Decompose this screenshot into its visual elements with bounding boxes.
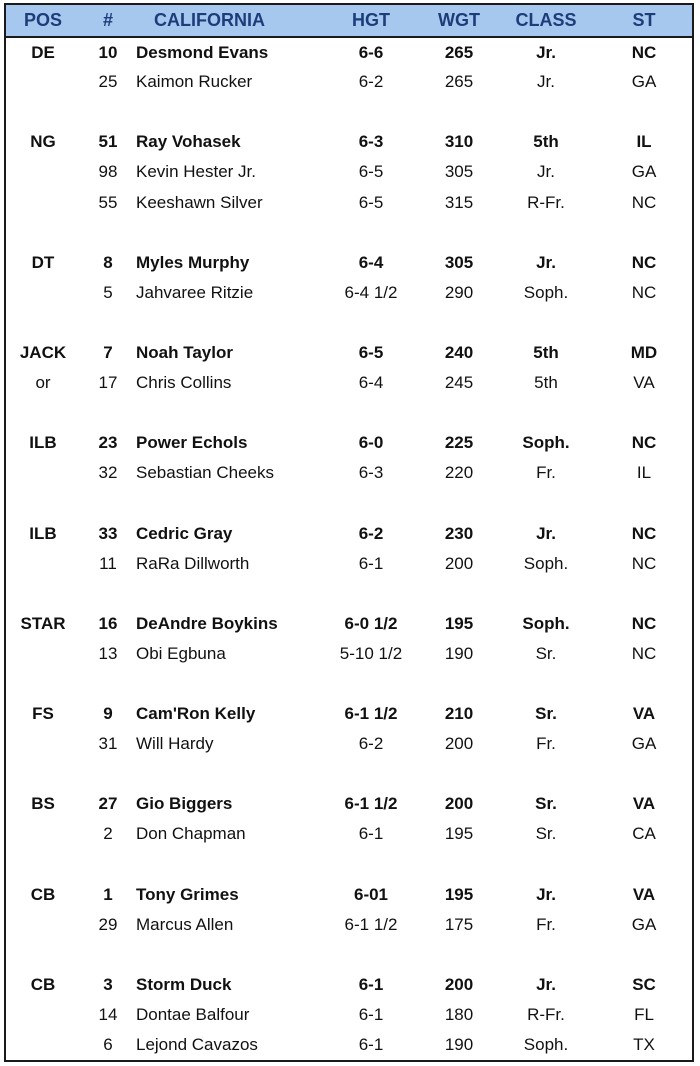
spacer-cell	[6, 850, 692, 880]
weight-cell: 305	[444, 162, 474, 182]
height-cell: 6-1	[358, 1035, 384, 1055]
number-cell: 2	[103, 824, 113, 844]
backup-row	[6, 910, 692, 940]
spacer-cell	[6, 218, 692, 248]
header-pos: POS	[6, 5, 80, 37]
starter-row	[6, 428, 692, 458]
position-cell: DE	[31, 42, 55, 62]
height-cell: 6-1	[358, 974, 384, 994]
class-cell: Sr.	[535, 643, 557, 663]
depth-chart-table	[6, 5, 692, 1060]
state-cell: NC	[631, 282, 657, 302]
name-cell: Keeshawn Silver	[136, 192, 263, 212]
spacer-row	[6, 398, 692, 428]
height-cell: 6-2	[358, 72, 384, 92]
weight-cell: 195	[444, 613, 474, 633]
position-cell: ILB	[29, 523, 57, 543]
name-cell: Chris Collins	[136, 373, 232, 393]
weight-cell: 305	[444, 252, 474, 272]
height-cell: 6-01	[353, 884, 389, 904]
spacer-cell	[6, 97, 692, 127]
position-cell: DT	[31, 252, 55, 272]
backup-row	[6, 67, 692, 97]
starter-row	[6, 609, 692, 639]
name-cell: Ray Vohasek	[136, 132, 241, 152]
class-cell: Soph.	[523, 1035, 569, 1055]
name-cell: Kaimon Rucker	[136, 72, 253, 92]
name-cell: Dontae Balfour	[136, 1005, 250, 1025]
position-cell: NG	[30, 132, 56, 152]
name-cell: Kevin Hester Jr.	[136, 162, 256, 182]
class-cell: Fr.	[536, 463, 556, 483]
spacer-row	[6, 940, 692, 970]
name-cell: Noah Taylor	[136, 342, 233, 362]
height-cell: 6-6	[358, 42, 384, 62]
depth-chart-frame	[4, 3, 694, 1062]
state-cell: NC	[631, 42, 657, 62]
number-cell: 16	[98, 613, 118, 633]
height-cell: 6-2	[358, 734, 384, 754]
number-cell: 17	[98, 373, 118, 393]
backup-row	[6, 639, 692, 669]
state-cell: VA	[633, 373, 655, 393]
number-cell: 7	[103, 342, 113, 362]
spacer-cell	[6, 940, 692, 970]
number-cell: 32	[98, 463, 118, 483]
weight-cell: 175	[444, 914, 474, 934]
weight-cell: 290	[444, 282, 474, 302]
state-cell: GA	[631, 914, 657, 934]
state-cell: GA	[631, 72, 657, 92]
spacer-row	[6, 759, 692, 789]
starter-row	[6, 519, 692, 549]
name-cell: Cam'Ron Kelly	[136, 704, 256, 724]
position-cell: BS	[31, 794, 55, 814]
position-cell: STAR	[20, 613, 66, 633]
name-cell: Will Hardy	[136, 734, 214, 754]
spacer-row	[6, 97, 692, 127]
weight-cell: 265	[444, 42, 474, 62]
spacer-cell	[6, 398, 692, 428]
height-cell: 6-5	[358, 192, 384, 212]
height-cell: 6-4 1/2	[344, 282, 398, 302]
header-height: HGT	[320, 5, 422, 37]
starter-row	[6, 699, 692, 729]
backup-row	[6, 157, 692, 187]
state-cell: IL	[636, 463, 652, 483]
weight-cell: 180	[444, 1005, 474, 1025]
header-team: CALIFORNIA	[136, 5, 320, 37]
spacer-row	[6, 488, 692, 518]
spacer-cell	[6, 579, 692, 609]
number-cell: 55	[98, 192, 118, 212]
number-cell: 23	[98, 433, 118, 453]
state-cell: NC	[631, 523, 657, 543]
state-cell: VA	[632, 794, 656, 814]
state-cell: SC	[632, 974, 656, 994]
backup-row	[6, 1000, 692, 1030]
class-cell: Sr.	[535, 704, 557, 724]
position-cell	[6, 1000, 80, 1030]
state-cell: IL	[636, 132, 652, 152]
position-cell	[6, 458, 80, 488]
class-cell: R-Fr.	[527, 192, 565, 212]
starter-row	[6, 127, 692, 157]
backup-row	[6, 458, 692, 488]
spacer-row	[6, 308, 692, 338]
height-cell: 6-1 1/2	[344, 704, 398, 724]
state-cell: CA	[632, 824, 656, 844]
number-cell: 33	[98, 523, 118, 543]
number-cell: 25	[98, 72, 118, 92]
class-cell: Sr.	[535, 794, 557, 814]
starter-row	[6, 970, 692, 1000]
name-cell: Myles Murphy	[136, 252, 250, 272]
name-cell: Gio Biggers	[136, 794, 233, 814]
spacer-row	[6, 850, 692, 880]
class-cell: 5th	[534, 373, 558, 393]
weight-cell: 200	[444, 734, 474, 754]
name-cell: Marcus Allen	[136, 914, 234, 934]
depth-chart-body	[6, 37, 692, 1060]
state-cell: VA	[632, 884, 656, 904]
height-cell: 5-10 1/2	[339, 643, 403, 663]
position-cell: ILB	[29, 433, 57, 453]
position-cell	[6, 910, 80, 940]
spacer-row	[6, 218, 692, 248]
class-cell: Jr.	[536, 884, 556, 904]
weight-cell: 220	[444, 463, 474, 483]
number-cell: 13	[98, 643, 118, 663]
class-cell: Soph.	[522, 613, 570, 633]
position-cell	[6, 1030, 80, 1060]
name-cell: Sebastian Cheeks	[136, 463, 274, 483]
number-cell: 5	[103, 282, 113, 302]
weight-cell: 210	[444, 704, 474, 724]
class-cell: Soph.	[522, 433, 570, 453]
spacer-row	[6, 579, 692, 609]
backup-row	[6, 187, 692, 217]
position-cell	[6, 187, 80, 217]
height-cell: 6-1 1/2	[344, 794, 398, 814]
position-cell	[6, 549, 80, 579]
number-cell: 1	[103, 884, 113, 904]
state-cell: VA	[632, 704, 656, 724]
position-cell: CB	[30, 884, 56, 904]
state-cell: MD	[630, 342, 658, 362]
weight-cell: 195	[444, 884, 474, 904]
number-cell: 9	[103, 704, 113, 724]
height-cell: 6-5	[358, 162, 384, 182]
state-cell: NC	[631, 192, 657, 212]
height-cell: 6-3	[358, 132, 384, 152]
class-cell: Jr.	[536, 42, 556, 62]
weight-cell: 240	[444, 342, 474, 362]
weight-cell: 190	[444, 643, 474, 663]
class-cell: Jr.	[537, 162, 555, 182]
weight-cell: 225	[444, 433, 474, 453]
weight-cell: 315	[444, 192, 474, 212]
starter-row	[6, 880, 692, 910]
state-cell: GA	[631, 162, 657, 182]
weight-cell: 200	[444, 974, 474, 994]
weight-cell: 195	[444, 824, 474, 844]
class-cell: Fr.	[536, 734, 556, 754]
name-cell: Lejond Cavazos	[136, 1035, 258, 1055]
backup-row	[6, 1030, 692, 1060]
spacer-cell	[6, 308, 692, 338]
number-cell: 31	[98, 734, 118, 754]
height-cell: 6-1	[358, 553, 384, 573]
header-class: CLASS	[496, 5, 596, 37]
position-cell	[6, 639, 80, 669]
weight-cell: 265	[444, 72, 474, 92]
class-cell: 5th	[533, 342, 559, 362]
name-cell: Don Chapman	[136, 824, 246, 844]
header-state: ST	[596, 5, 692, 37]
name-cell: Power Echols	[136, 433, 248, 453]
name-cell: Desmond Evans	[136, 42, 269, 62]
weight-cell: 200	[444, 794, 474, 814]
weight-cell: 190	[444, 1035, 474, 1055]
position-cell: FS	[32, 704, 54, 724]
starter-row	[6, 248, 692, 278]
spacer-cell	[6, 759, 692, 789]
name-cell: Storm Duck	[136, 974, 232, 994]
number-cell: 8	[103, 252, 113, 272]
number-cell: 98	[98, 162, 118, 182]
state-cell: NC	[631, 643, 657, 663]
height-cell: 6-1 1/2	[344, 914, 398, 934]
class-cell: Soph.	[523, 282, 569, 302]
position-cell: or	[35, 373, 51, 393]
number-cell: 29	[98, 914, 118, 934]
height-cell: 6-2	[358, 523, 384, 543]
height-cell: 6-1	[358, 824, 384, 844]
position-cell	[6, 67, 80, 97]
height-cell: 6-3	[358, 463, 384, 483]
backup-row	[6, 729, 692, 759]
state-cell: NC	[631, 252, 657, 272]
height-cell: 6-5	[358, 342, 384, 362]
class-cell: Jr.	[536, 252, 556, 272]
number-cell: 10	[98, 42, 118, 62]
name-cell: Jahvaree Ritzie	[136, 282, 254, 302]
backup-row	[6, 368, 692, 398]
height-cell: 6-0 1/2	[344, 613, 398, 633]
name-cell: RaRa Dillworth	[136, 553, 250, 573]
spacer-cell	[6, 669, 692, 699]
state-cell: GA	[631, 734, 657, 754]
position-cell	[6, 278, 80, 308]
class-cell: Fr.	[536, 914, 556, 934]
height-cell: 6-4	[358, 252, 384, 272]
state-cell: FL	[634, 1005, 654, 1025]
height-cell: 6-4	[358, 373, 384, 393]
class-cell: Soph.	[523, 553, 569, 573]
position-cell: CB	[30, 974, 56, 994]
backup-row	[6, 549, 692, 579]
name-cell: DeAndre Boykins	[136, 613, 278, 633]
class-cell: Jr.	[537, 72, 555, 92]
header-row	[6, 5, 692, 37]
number-cell: 6	[103, 1035, 113, 1055]
number-cell: 3	[103, 974, 113, 994]
weight-cell: 200	[444, 553, 474, 573]
header-number: #	[80, 5, 136, 37]
state-cell: NC	[631, 613, 657, 633]
starter-row	[6, 37, 692, 67]
name-cell: Cedric Gray	[136, 523, 233, 543]
class-cell: Jr.	[536, 523, 556, 543]
position-cell	[6, 157, 80, 187]
backup-row	[6, 278, 692, 308]
backup-row	[6, 819, 692, 849]
class-cell: Sr.	[535, 824, 557, 844]
height-cell: 6-1	[358, 1005, 384, 1025]
state-cell: NC	[631, 433, 657, 453]
class-cell: 5th	[533, 132, 559, 152]
class-cell: R-Fr.	[527, 1005, 565, 1025]
starter-row	[6, 789, 692, 819]
weight-cell: 245	[444, 373, 474, 393]
state-cell: TX	[633, 1035, 655, 1055]
weight-cell: 310	[444, 132, 474, 152]
position-cell	[6, 819, 80, 849]
spacer-row	[6, 669, 692, 699]
name-cell: Obi Egbuna	[136, 643, 226, 663]
number-cell: 14	[98, 1005, 118, 1025]
number-cell: 27	[98, 794, 118, 814]
height-cell: 6-0	[358, 433, 384, 453]
number-cell: 11	[99, 553, 117, 573]
header-weight: WGT	[422, 5, 496, 37]
number-cell: 51	[98, 132, 118, 152]
class-cell: Jr.	[536, 974, 556, 994]
weight-cell: 230	[444, 523, 474, 543]
name-cell: Tony Grimes	[136, 884, 239, 904]
starter-row	[6, 338, 692, 368]
state-cell: NC	[631, 553, 657, 573]
position-cell: JACK	[19, 342, 67, 362]
position-cell	[6, 729, 80, 759]
spacer-cell	[6, 488, 692, 518]
